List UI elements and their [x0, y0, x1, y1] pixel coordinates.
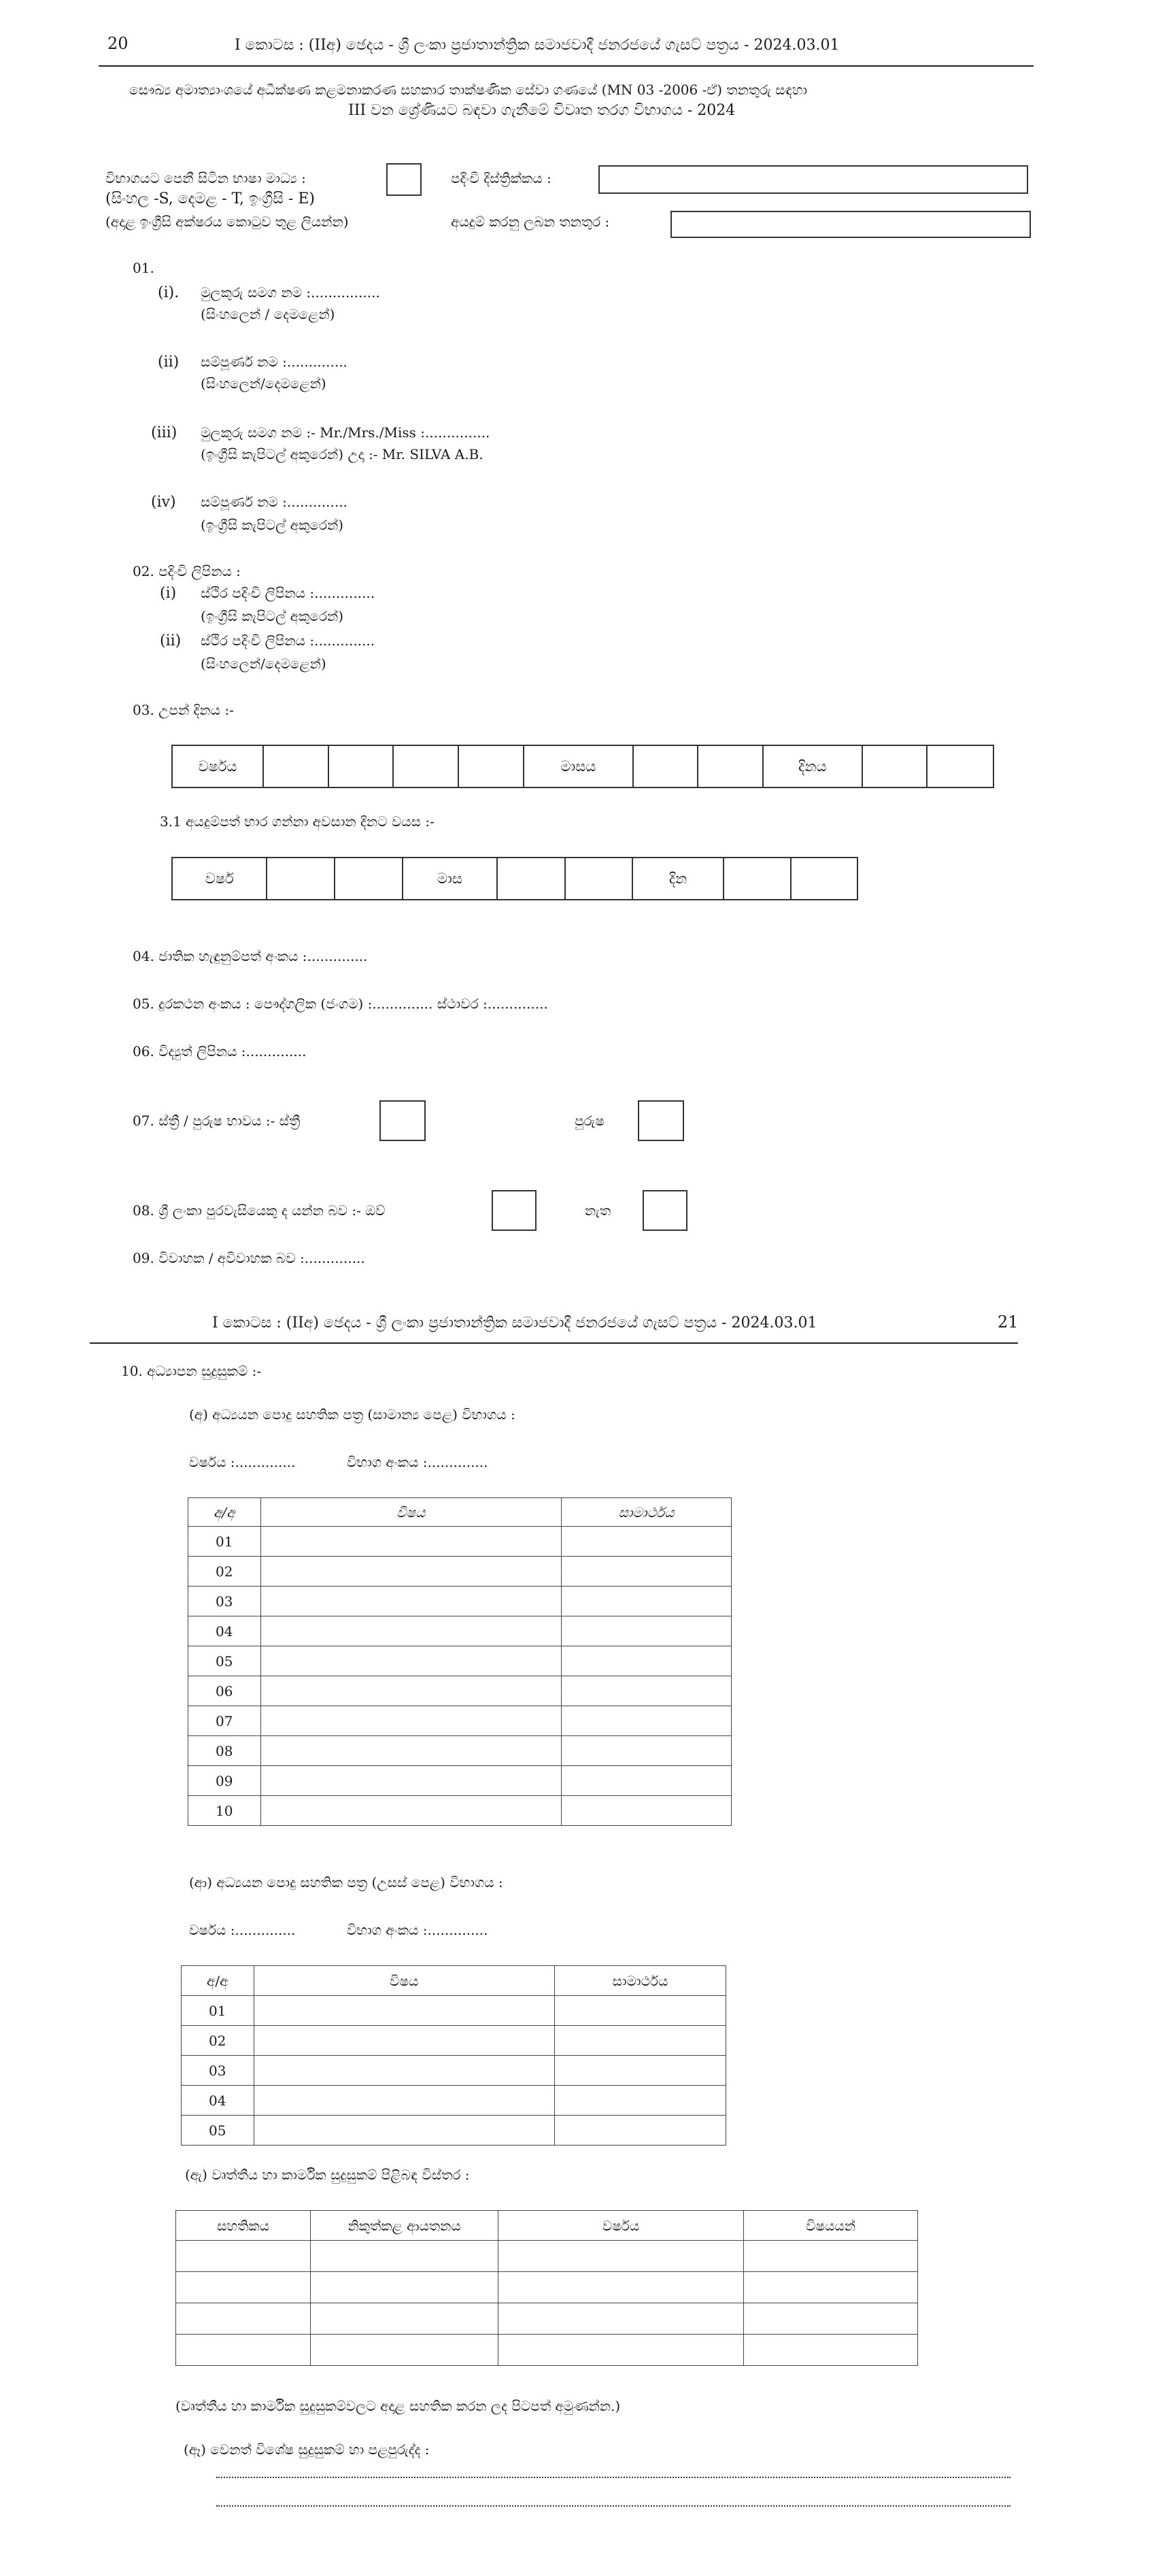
q02-heading: 02. පදිංචි ලිපිනය :: [133, 563, 241, 579]
al-table-cell[interactable]: [555, 2086, 726, 2116]
ol-table-row-number: 03: [188, 1587, 261, 1616]
female-checkbox[interactable]: [379, 1100, 426, 1141]
ol-table-cell[interactable]: [260, 1766, 562, 1796]
prof-table-row: [176, 2272, 918, 2303]
q01-iii-sub: (ඉංග්‍රීසි කැපිටල් අකුරෙන්) උදා :- Mr. SILVA A.B.: [201, 446, 483, 462]
ol-exam-label: (අ) අධ්‍යයන පොදු සහතික පත්‍ර (සාමාන්‍ය පෙළ) විභාගය :: [189, 1406, 515, 1423]
al-table-row-number: 01: [182, 1996, 254, 2026]
ol-table-row-number: 08: [188, 1736, 261, 1766]
ol-table-cell[interactable]: [562, 1587, 732, 1616]
al-table-header: සාමාර්ථය: [555, 1966, 726, 1996]
q31-age-label: 3.1 අයදුම්පත් භාර ගන්නා අවසාන දිනට වයස :-: [160, 813, 435, 830]
prof-table-cell[interactable]: [311, 2241, 498, 2272]
dob-label-cell: මාසය: [524, 746, 634, 787]
prof-table-cell[interactable]: [498, 2241, 744, 2272]
prof-table-header: නිකුත්කළ ආයතනය: [311, 2211, 498, 2241]
ol-table-cell[interactable]: [562, 1736, 732, 1766]
header-rule: [99, 65, 1034, 67]
ol-table-cell[interactable]: [260, 1676, 562, 1706]
prof-table-cell[interactable]: [176, 2335, 311, 2366]
prof-table-cell[interactable]: [498, 2303, 744, 2335]
ol-table-row-number: 10: [188, 1796, 261, 1826]
ol-table-row: [188, 1676, 732, 1706]
professional-qual-label: (ඇ) වෘත්තීය හා කාර්මික සුදුසුකම් පිළිබඳ විස්තර :: [185, 2167, 470, 2183]
language-medium-label: විභාගයට පෙනී සිටින භාෂා මාධ්‍ය :: [105, 170, 306, 186]
age-digit-cell[interactable]: [566, 858, 634, 899]
citizen-no-label: නැත: [585, 1202, 611, 1219]
ol-table-cell[interactable]: [260, 1706, 562, 1736]
q02-ii-number: (ii): [160, 632, 182, 649]
language-options: (සිංහල -S, දෙමළ - T, ඉංග්‍රීසි - E): [105, 190, 315, 207]
other-qual-label: (ඈ) වෙනත් විශේෂ සුදුසුකම් හා පළපුරුද්ද :: [184, 2441, 430, 2458]
dob-digit-cell[interactable]: [329, 746, 394, 787]
prof-table-cell[interactable]: [311, 2335, 498, 2366]
permanent-address-si[interactable]: ස්ථිර පදිංචි ලිපිනය :..............: [201, 632, 375, 649]
age-digit-cell[interactable]: [724, 858, 792, 899]
district-field[interactable]: [598, 165, 1028, 194]
prof-table-cell[interactable]: [311, 2303, 498, 2335]
prof-table-cell[interactable]: [744, 2335, 918, 2366]
dob-digit-cell[interactable]: [928, 746, 993, 787]
al-table-row: [182, 2116, 726, 2146]
attachment-note: (වෘත්තීය හා කාර්මික සුදුසුකම්වලට අදාළ සහතික කරන ලද පිටපත් අමුණන්න.): [175, 2398, 621, 2414]
ol-table-cell[interactable]: [562, 1796, 732, 1826]
dob-grid: [171, 745, 994, 788]
q01-number: 01.: [133, 260, 154, 276]
citizenship-label: 08. ශ්‍රී ලංකා පුරවැසියෙකු ද යන්න බව :- ඔව්: [133, 1202, 386, 1219]
q01-ii-sub: (සිංහලෙන්/දෙමළෙන්): [201, 375, 326, 392]
ol-table-cell[interactable]: [260, 1646, 562, 1676]
al-table-header: විෂය: [254, 1966, 555, 1996]
dob-digit-cell[interactable]: [863, 746, 928, 787]
dob-label-cell: දිනය: [764, 746, 862, 787]
ol-table-header: විෂය: [260, 1498, 562, 1527]
al-table-header: අ/අ: [182, 1966, 254, 1996]
ol-table-cell[interactable]: [562, 1527, 732, 1557]
al-table-row: [182, 1996, 726, 2026]
prof-table-row: [176, 2241, 918, 2272]
al-table-cell[interactable]: [555, 1996, 726, 2026]
al-table-cell[interactable]: [254, 2056, 555, 2086]
al-year[interactable]: වර්ෂය :..............: [189, 1922, 296, 1938]
ol-table-row-number: 07: [188, 1706, 261, 1736]
age-grid: [171, 857, 858, 900]
full-name-si[interactable]: සම්පූර්ණ නම :..............: [201, 354, 347, 370]
al-table-cell[interactable]: [555, 2116, 726, 2146]
ol-table-row: [188, 1527, 732, 1557]
prof-table-cell[interactable]: [176, 2272, 311, 2303]
al-table-row-number: 03: [182, 2056, 254, 2086]
q03-dob-label: 03. උපන් දිනය :-: [133, 702, 234, 718]
prof-table-cell[interactable]: [498, 2335, 744, 2366]
al-results-table: [181, 1965, 726, 2146]
gazette-header-p2: I කොටස : (IIඅ) ඡෙදය - ශ්‍රී ලංකා ප්‍රජාතාන්ත්‍රික සමාජවාදී ජනරජයේ ගැසට් පත්‍රය - 2024.03.01: [212, 1315, 817, 1332]
dob-digit-cell[interactable]: [634, 746, 699, 787]
q01-i-number: (i).: [158, 284, 180, 301]
ol-table-row-number: 02: [188, 1557, 261, 1587]
gender-label: 07. ස්ත්‍රී / පුරුෂ භාවය :- ස්ත්‍රී: [133, 1113, 301, 1129]
ol-table-cell[interactable]: [562, 1766, 732, 1796]
prof-table-cell[interactable]: [498, 2272, 744, 2303]
ol-table-row: [188, 1646, 732, 1676]
al-table-row-number: 05: [182, 2116, 254, 2146]
age-digit-cell[interactable]: [498, 858, 566, 899]
q01-iv-number: (iv): [151, 494, 176, 511]
q01-iii-number: (iii): [151, 424, 177, 441]
ol-table-header: අ/අ: [188, 1498, 261, 1527]
ol-table-cell[interactable]: [260, 1736, 562, 1766]
ol-year[interactable]: වර්ෂය :..............: [189, 1454, 296, 1470]
age-digit-cell[interactable]: [792, 858, 857, 899]
post-label: අයදුම් කරනු ලබන තනතුර :: [451, 214, 610, 230]
name-with-initials-si[interactable]: මුලකුරු සමග නම :................: [201, 284, 380, 301]
al-table-cell[interactable]: [254, 2026, 555, 2056]
dob-label-cell: වර්ෂය: [173, 746, 264, 787]
header-rule-p2: [90, 1342, 1018, 1344]
age-label-cell: දින: [633, 858, 724, 899]
professional-qual-table: [175, 2210, 918, 2366]
prof-table-header: සහතිකය: [176, 2211, 311, 2241]
citizen-yes-checkbox[interactable]: [492, 1190, 537, 1231]
prof-table-header: විෂයයන්: [744, 2211, 918, 2241]
al-table-cell[interactable]: [254, 1996, 555, 2026]
ol-table-cell[interactable]: [562, 1557, 732, 1587]
other-qual-line-1[interactable]: [216, 2477, 1010, 2478]
ol-table-row: [188, 1616, 732, 1646]
al-table-cell[interactable]: [254, 2086, 555, 2116]
ol-table-cell[interactable]: [562, 1646, 732, 1676]
al-table-cell[interactable]: [555, 2026, 726, 2056]
prof-table-row: [176, 2335, 918, 2366]
male-checkbox[interactable]: [638, 1100, 684, 1141]
phone-numbers[interactable]: 05. දුරකථන අංකය : පෞද්ගලික (ජංගම) :.............. ස්ථාවර :..............: [133, 996, 548, 1012]
name-with-initials-en[interactable]: මුලකුරු සමග නම :- Mr./Mrs./Miss :...............: [201, 424, 490, 441]
q01-i-sub: (සිංහලෙන් / දෙමළෙන්): [201, 306, 335, 322]
language-note: (අදාළ ඉංග්‍රීසි අක්ෂරය කොටුව තුළ ලියන්න): [105, 214, 349, 230]
al-table-row-number: 04: [182, 2086, 254, 2116]
district-label: පදිංචි දිස්ත්‍රික්කය :: [451, 170, 551, 186]
ol-table-cell[interactable]: [260, 1616, 562, 1646]
prof-table-header: වර්ෂය: [498, 2211, 744, 2241]
language-medium-box[interactable]: [386, 163, 422, 196]
prof-table-cell[interactable]: [311, 2272, 498, 2303]
age-label-cell: වර්ෂ: [173, 858, 267, 899]
ol-table-row-number: 06: [188, 1676, 261, 1706]
page-number: 20: [107, 34, 129, 53]
ol-table-row: [188, 1736, 732, 1766]
prof-table-row: [176, 2303, 918, 2335]
ol-table-row: [188, 1766, 732, 1796]
al-table-row: [182, 2056, 726, 2086]
permanent-address-en[interactable]: ස්ථිර පදිංචි ලිපිනය :..............: [201, 585, 375, 601]
age-digit-cell[interactable]: [267, 858, 335, 899]
full-name-en[interactable]: සම්පූර්ණ නම :..............: [201, 494, 347, 510]
ol-table-row-number: 01: [188, 1527, 261, 1557]
q02-i-number: (i): [160, 585, 177, 602]
dob-digit-cell[interactable]: [459, 746, 524, 787]
al-table-cell[interactable]: [555, 2056, 726, 2086]
q10-heading: 10. අධ්‍යාපන සුදුසුකම් :-: [121, 1363, 262, 1379]
ol-table-row: [188, 1557, 732, 1587]
prof-table-cell[interactable]: [744, 2303, 918, 2335]
exam-title-line1: සෞඛ්‍ය අමාත්‍යාංශයේ අධීක්ෂණ කළමනාකරණ සහකාර තාක්ෂණික සේවා ගණයේ (MN 03 -2006 -ඒ) තනතුරු සඳහා: [129, 82, 808, 98]
ol-table-cell[interactable]: [260, 1527, 562, 1557]
dob-digit-cell[interactable]: [394, 746, 459, 787]
page-number-p2: 21: [998, 1312, 1019, 1332]
other-qual-line-2[interactable]: [216, 2505, 1010, 2507]
ol-table-row: [188, 1587, 732, 1616]
ol-table-cell[interactable]: [260, 1557, 562, 1587]
al-table-row: [182, 2086, 726, 2116]
ol-results-table: [188, 1497, 732, 1826]
al-table-row: [182, 2026, 726, 2056]
ol-table-row: [188, 1706, 732, 1736]
ol-table-cell[interactable]: [260, 1587, 562, 1616]
prof-table-cell[interactable]: [744, 2272, 918, 2303]
ol-table-row-number: 05: [188, 1646, 261, 1676]
ol-table-cell[interactable]: [260, 1796, 562, 1826]
email-address[interactable]: 06. විද්‍යුත් ලිපිනය :..............: [133, 1043, 307, 1060]
prof-table-cell[interactable]: [744, 2241, 918, 2272]
q01-ii-number: (ii): [158, 354, 180, 371]
ol-table-row: [188, 1796, 732, 1826]
nic-number[interactable]: 04. ජාතික හැඳුනුම්පත් අංකය :..............: [133, 948, 368, 964]
q02-ii-sub: (සිංහලෙන්/දෙමළෙන්): [201, 656, 326, 672]
dob-digit-cell[interactable]: [264, 746, 329, 787]
ol-table-cell[interactable]: [562, 1676, 732, 1706]
ol-index[interactable]: විභාග අංකය :..............: [347, 1454, 488, 1470]
gazette-header: I කොටස : (IIඅ) ඡෙදය - ශ්‍රී ලංකා ප්‍රජාතාන්ත්‍රික සමාජවාදී ජනරජයේ ගැසට් පත්‍රය - 2024.03.01: [235, 37, 840, 54]
ol-table-cell[interactable]: [562, 1706, 732, 1736]
al-table-cell[interactable]: [254, 2116, 555, 2146]
ol-table-row-number: 04: [188, 1616, 261, 1646]
marital-status[interactable]: 09. විවාහක / අවිවාහක බව :..............: [133, 1250, 365, 1266]
age-digit-cell[interactable]: [335, 858, 403, 899]
ol-table-header: සාමාර්ථය: [562, 1498, 732, 1527]
al-index[interactable]: විභාග අංකය :..............: [347, 1922, 488, 1938]
prof-table-cell[interactable]: [176, 2303, 311, 2335]
exam-title-line2: III වන ශ්‍රේණියට බඳවා ගැනීමේ විවෘත තරග විභාගය - 2024: [348, 102, 736, 119]
q01-iv-sub: (ඉංග්‍රීසි කැපිටල් අකුරෙන්): [201, 517, 344, 533]
male-label: පුරුෂ: [575, 1113, 605, 1129]
citizen-no-checkbox[interactable]: [643, 1190, 687, 1231]
ol-table-row-number: 09: [188, 1766, 261, 1796]
al-exam-label: (ආ) අධ්‍යයන පොදු සහතික පත්‍ර (උසස් පෙළ) විභාගය :: [189, 1874, 503, 1891]
ol-table-cell[interactable]: [562, 1616, 732, 1646]
al-table-row-number: 02: [182, 2026, 254, 2056]
age-label-cell: මාස: [403, 858, 498, 899]
q02-i-sub: (ඉංග්‍රීසි කැපිටල් අකුරෙන්): [201, 608, 344, 624]
dob-digit-cell[interactable]: [698, 746, 764, 787]
post-field[interactable]: [670, 211, 1031, 238]
prof-table-cell[interactable]: [176, 2241, 311, 2272]
